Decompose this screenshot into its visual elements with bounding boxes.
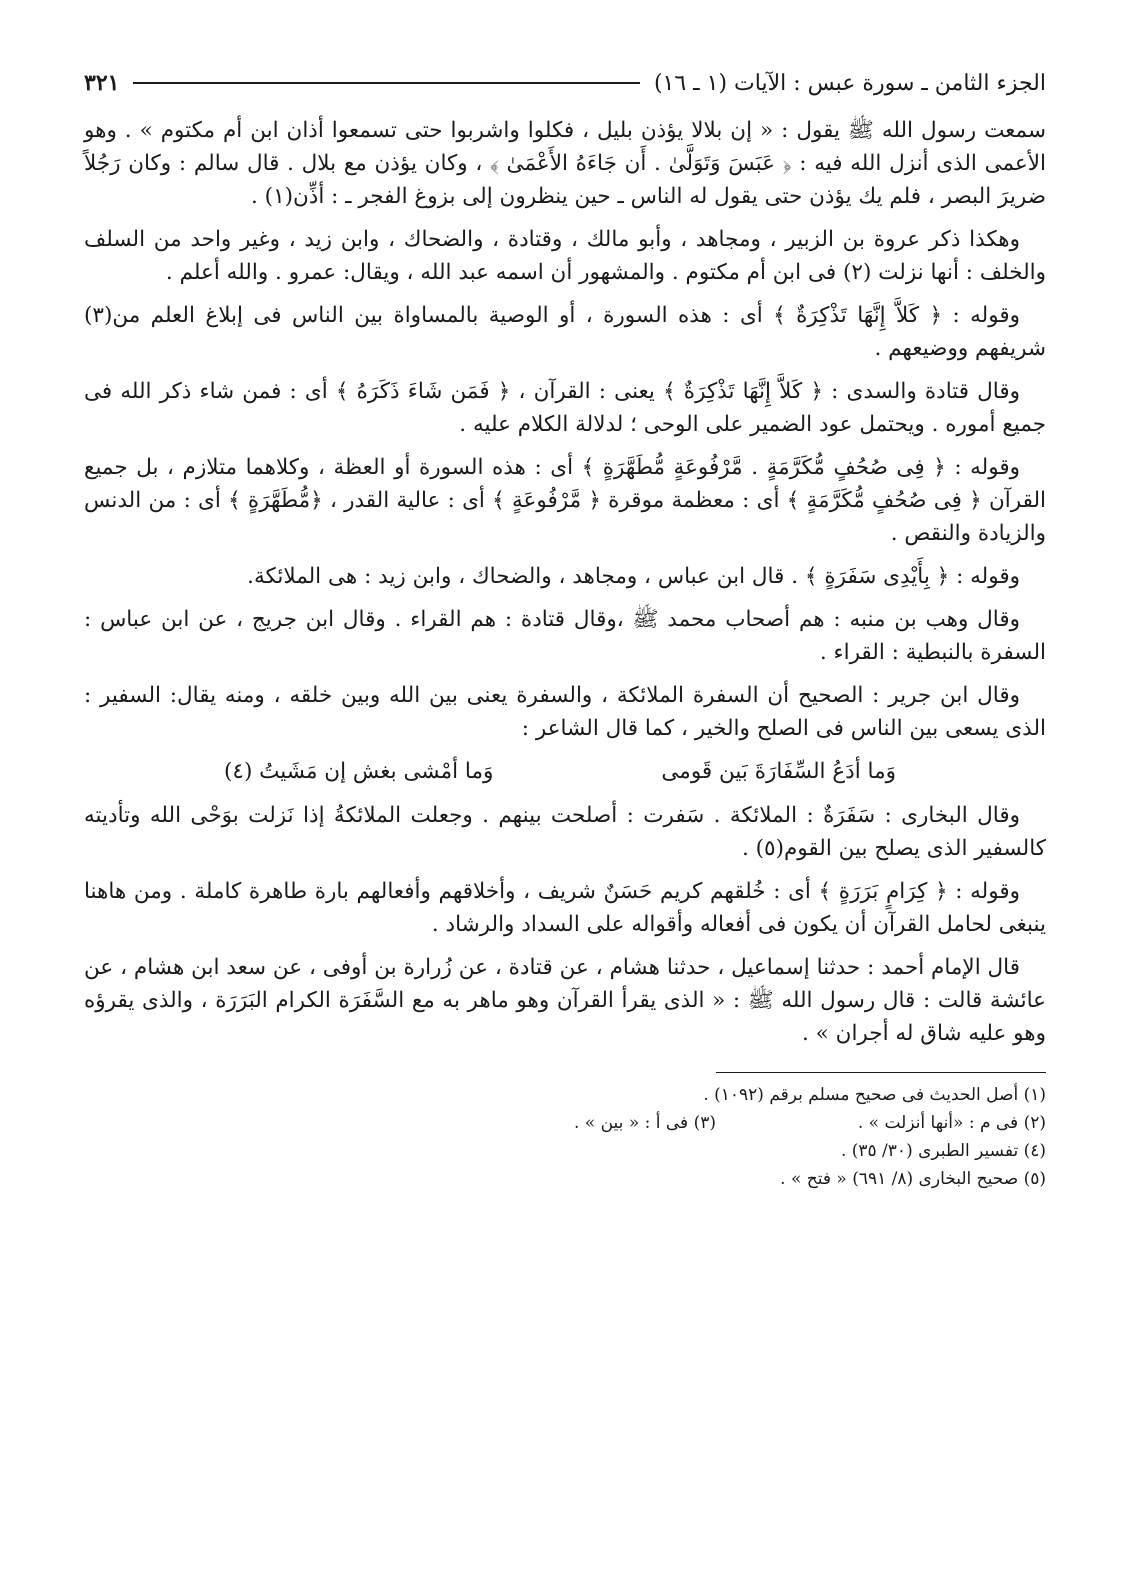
- poem-verse: [224, 755, 896, 789]
- footnote-row-2-3: [84, 1109, 1046, 1137]
- paragraph-9: وقال البخارى : سَفَرَةٌ : الملائكة . سَفرت : أصلحت بينهم . وجعلت الملائكةُ إذا نَزلت بوَحْى الله وتأديته كالسفير الذى يصلح بين القوم(٥) .: [84, 803, 1046, 861]
- footnote-1: (١) أصل الحديث فى صحيح مسلم برقم (١٠٩٢) .: [703, 1085, 1046, 1105]
- paragraph-5: وقوله : ﴿ فِى صُحُفٍ مُّكَرَّمَةٍ . مَّرْفُوعَةٍ مُّطَهَّرَةٍ ﴾ أى : هذه السورة أو العظة ، وكلاهما متلازم ، بل جميع القرآن ﴿ فِى صُحُفٍ مُّكَرَّمَةٍ ﴾ أى : معظمة موقرة ﴿ مَّرْفُوعَةٍ ﴾ أى : عالية القدر ، ﴿مُّطَهَّرَةٍ ﴾ أى : من الدنس والزيادة والنقص .: [84, 455, 1046, 546]
- header-title: الجزء الثامن ـ سورة عبس : الآيات (١ ـ ١٦): [653, 70, 1046, 96]
- footnote-divider: [716, 1072, 1046, 1073]
- paragraph-3: وقوله : ﴿ كَلاَّ إِنَّهَا تَذْكِرَةٌ ﴾ أى : هذه السورة ، أو الوصية بالمساواة بين الناس فى إبلاغ العلم من(٣) شريفهم ووضيعهم .: [84, 303, 1046, 361]
- footnote-3: (٣) فى أ : « بين » .: [574, 1113, 716, 1133]
- footnote-2: (٢) فى م : «أنها أنزلت » .: [857, 1113, 1046, 1133]
- running-header: [84, 60, 1046, 106]
- page-body: [84, 114, 1046, 1050]
- footnotes: [84, 1081, 1046, 1193]
- paragraph-6: وقوله : ﴿ بِأَيْدِى سَفَرَةٍ ﴾ . قال ابن عباس ، ومجاهد ، والضحاك ، وابن زيد : هى الملائكة.: [247, 564, 1020, 589]
- paragraph-4: وقال قتادة والسدى : ﴿ كَلاَّ إِنَّهَا تَذْكِرَةٌ ﴾ يعنى : القرآن ، ﴿ فَمَن شَاءَ ذَكَرَهُ ﴾ أى : فمن شاء ذكر الله فى جميع أموره . ويحتمل عود الضمير على الوحى ؛ لدلالة الكلام عليه .: [84, 379, 1046, 437]
- poem-hemistich-2: وَما أمْشى بغش إن مَشَيتُ (٤): [224, 759, 494, 784]
- paragraph-2: وهكذا ذكر عروة بن الزبير ، ومجاهد ، وأبو مالك ، وقتادة ، والضحاك ، وابن زيد ، وغير واحد من السلف والخلف : أنها نزلت (٢) فى ابن أم مكتوم . والمشهور أن اسمه عبد الله ، ويقال: عمرو . والله أعلم .: [84, 227, 1046, 285]
- paragraph-1: سمعت رسول الله ﷺ يقول : « إن بلالا يؤذن بليل ، فكلوا واشربوا حتى تسمعوا أذان ابن أم مكتوم » . وهو الأعمى الذى أنزل الله فيه : ﴿ عَبَسَ وَتَوَلَّىٰ . أَن جَاءَهُ الأَعْمَىٰ ﴾ ، وكان يؤذن مع بلال . قال سالم : وكان رَجُلاً ضريرَ البصر ، فلم يك يؤذن حتى يقول له الناس ـ حين ينظرون إلى بزوغ الفجر ـ : أذِّن(١) .: [84, 118, 1046, 209]
- poem-hemistich-1: وَما أدَعُ السِّفَارَةَ بَين قَومى: [661, 759, 896, 784]
- book-page: [84, 60, 1046, 1560]
- page-number: ٣٢١: [84, 70, 120, 96]
- header-rule: [133, 82, 640, 84]
- paragraph-7: وقال وهب بن منبه : هم أصحاب محمد ﷺ ،وقال قتادة : هم القراء . وقال ابن جريج ، عن ابن عباس : السفرة بالنبطية : القراء .: [84, 607, 1046, 665]
- footnote-5: (٥) صحيح البخارى (٨/ ٦٩١) « فتح » .: [780, 1169, 1046, 1189]
- paragraph-8: وقال ابن جرير : الصحيح أن السفرة الملائكة ، والسفرة يعنى بين الله وبين خلقه ، ومنه يقال: السفير : الذى يسعى بين الناس فى الصلح والخير ، كما قال الشاعر :: [84, 683, 1046, 741]
- paragraph-10: وقوله : ﴿ كِرَامٍ بَرَرَةٍ ﴾ أى : خُلقهم كريم حَسَنٌ شريف ، وأخلاقهم وأفعالهم بارة طاهرة كاملة . ومن هاهنا ينبغى لحامل القرآن أن يكون فى أفعاله وأقواله على السداد والرشاد .: [84, 879, 1046, 937]
- paragraph-11: قال الإمام أحمد : حدثنا إسماعيل ، حدثنا هشام ، عن قتادة ، عن زُرارة بن أوفى ، عن سعد ابن هشام ، عن عائشة قالت : قال رسول الله ﷺ : « الذى يقرأ القرآن وهو ماهر به مع السَّفَرَة الكرام البَرَرَة ، والذى يقرؤه وهو عليه شاق له أجران » .: [84, 955, 1046, 1046]
- footnote-4: (٤) تفسير الطبرى (٣٠/ ٣٥) .: [840, 1141, 1046, 1161]
